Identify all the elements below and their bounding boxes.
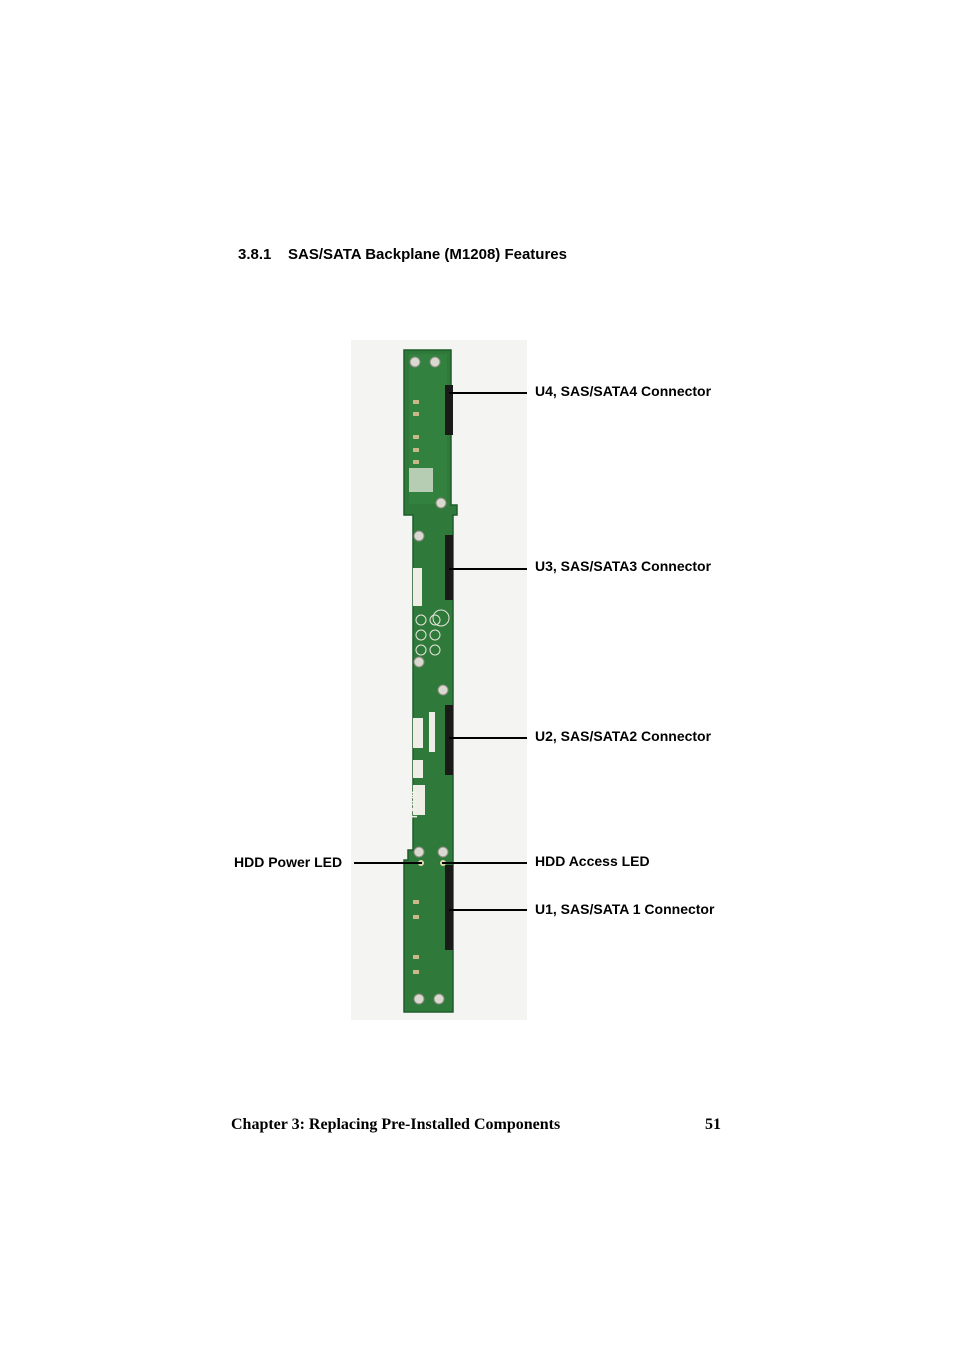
leader-line-hdd-access-led xyxy=(442,862,527,864)
callout-hdd-access-led: HDD Access LED xyxy=(535,853,650,869)
leader-line-u3 xyxy=(449,568,527,570)
callout-hdd-power-led: HDD Power LED xyxy=(234,854,343,870)
footer-page-number: 51 xyxy=(705,1116,721,1133)
footer-chapter-title: Chapter 3: Replacing Pre-Installed Components xyxy=(231,1116,561,1133)
leader-line-hdd-power-led xyxy=(354,862,422,864)
leader-line-u2 xyxy=(449,737,527,739)
leader-line-u4 xyxy=(449,392,527,394)
callout-u4-connector: U4, SAS/SATA4 Connector xyxy=(535,383,712,399)
backplane-board-image xyxy=(351,340,527,1020)
callout-u2-connector: U2, SAS/SATA2 Connector xyxy=(535,728,712,744)
section-number: 3.8.1 xyxy=(238,246,272,263)
leader-line-u1 xyxy=(449,909,527,911)
callout-u3-connector: U3, SAS/SATA3 Connector xyxy=(535,558,712,574)
backplane-figure xyxy=(351,340,527,1020)
callout-u1-connector: U1, SAS/SATA 1 Connector xyxy=(535,901,715,917)
board-marking-text: TYAN xyxy=(408,791,420,820)
section-heading xyxy=(238,246,567,263)
section-title: SAS/SATA Backplane (M1208) Features xyxy=(288,246,567,263)
